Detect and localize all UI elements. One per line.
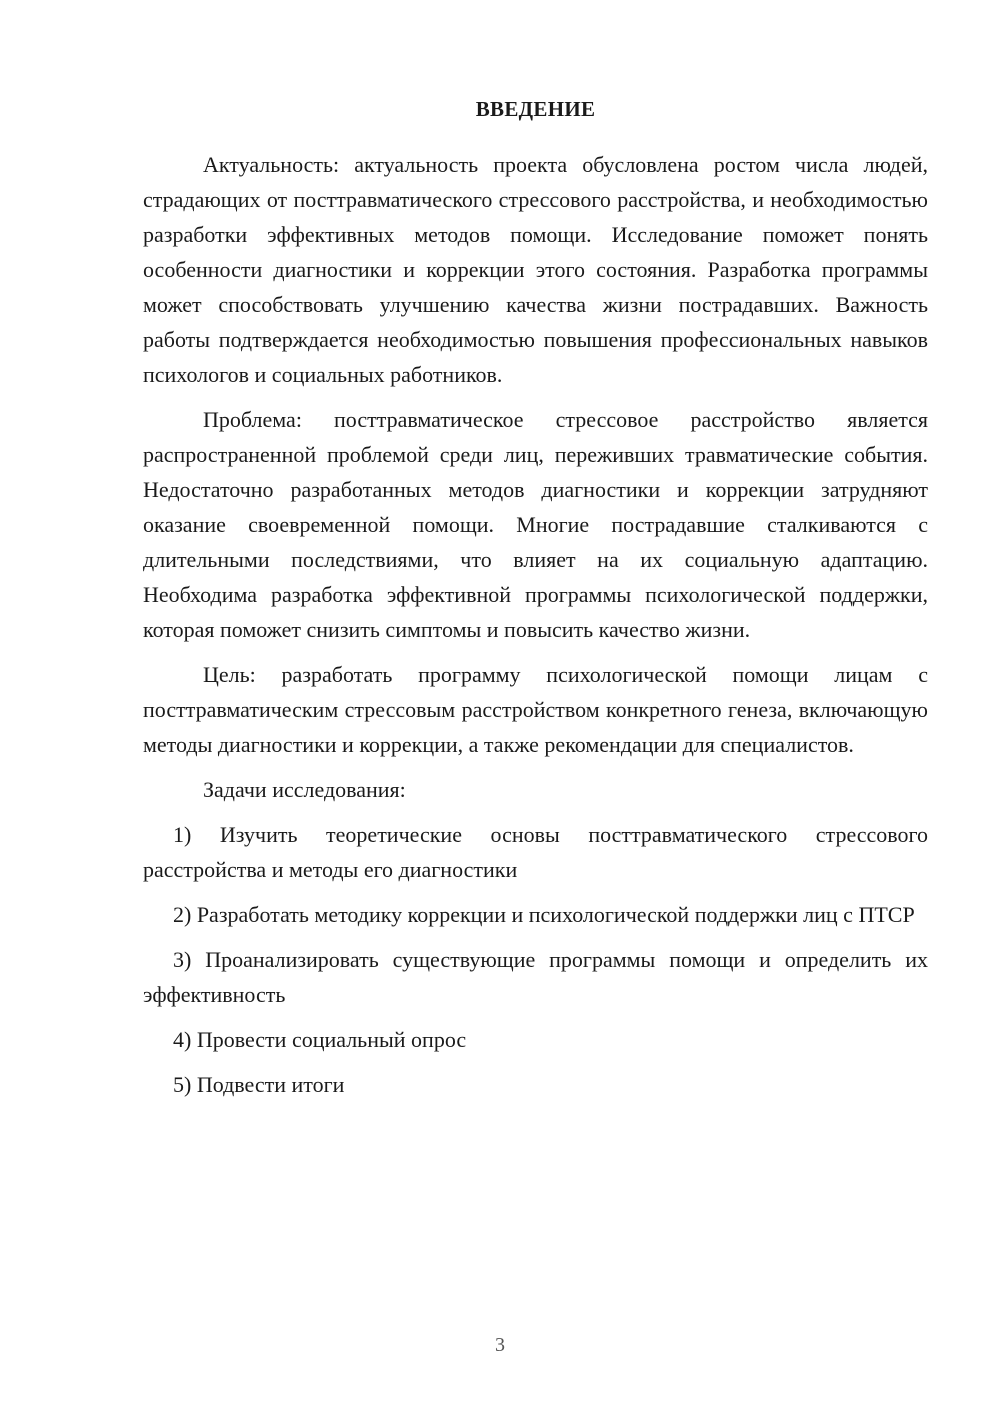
tasks-heading: Задачи исследования: [203,777,406,802]
page-number: 3 [495,1334,505,1356]
paragraph-relevance: Актуальность: актуальность проекта обусловлена ростом числа людей, страдающих от посттравматического стрессового расстройства, и необходимостью разработки эффективных методов помощи. Исследование поможет понять особенности диагностики и коррекции этого состояния. Разработка программы может способствовать улучшению качества жизни пострадавших. Важность работы подтверждается необходимостью повышения профессиональных навыков психологов и социальных работников. [143,152,928,387]
document-page [143,92,928,1112]
task-item: 2) Разработать методику коррекции и психологической поддержки лиц с ПТСР [173,902,915,927]
paragraph-problem: Проблема: посттравматическое стрессовое расстройство является распространенной проблемой среди лиц, переживших травматические события. Недостаточно разработанных методов диагностики и коррекции затрудняют оказание своевременной помощи. Многие пострадавшие сталкиваются с длительными последствиями, что влияет на их социальную адаптацию. Необходима разработка эффективной программы психологической поддержки, которая поможет снизить симптомы и повысить качество жизни. [143,407,928,642]
task-item: 5) Подвести итоги [173,1072,345,1097]
section-title: ВВЕДЕНИЕ [475,97,596,121]
task-item: 1) Изучить теоретические основы посттравматического стрессового расстройства и методы его диагностики [143,822,928,882]
task-item: 3) Проанализировать существующие программы помощи и определить их эффективность [143,947,928,1007]
paragraph-goal: Цель: разработать программу психологической помощи лицам с посттравматическим стрессовым расстройством конкретного генеза, включающую методы диагностики и коррекции, а также рекомендации для специалистов. [143,662,928,757]
task-item: 4) Провести социальный опрос [173,1027,467,1052]
